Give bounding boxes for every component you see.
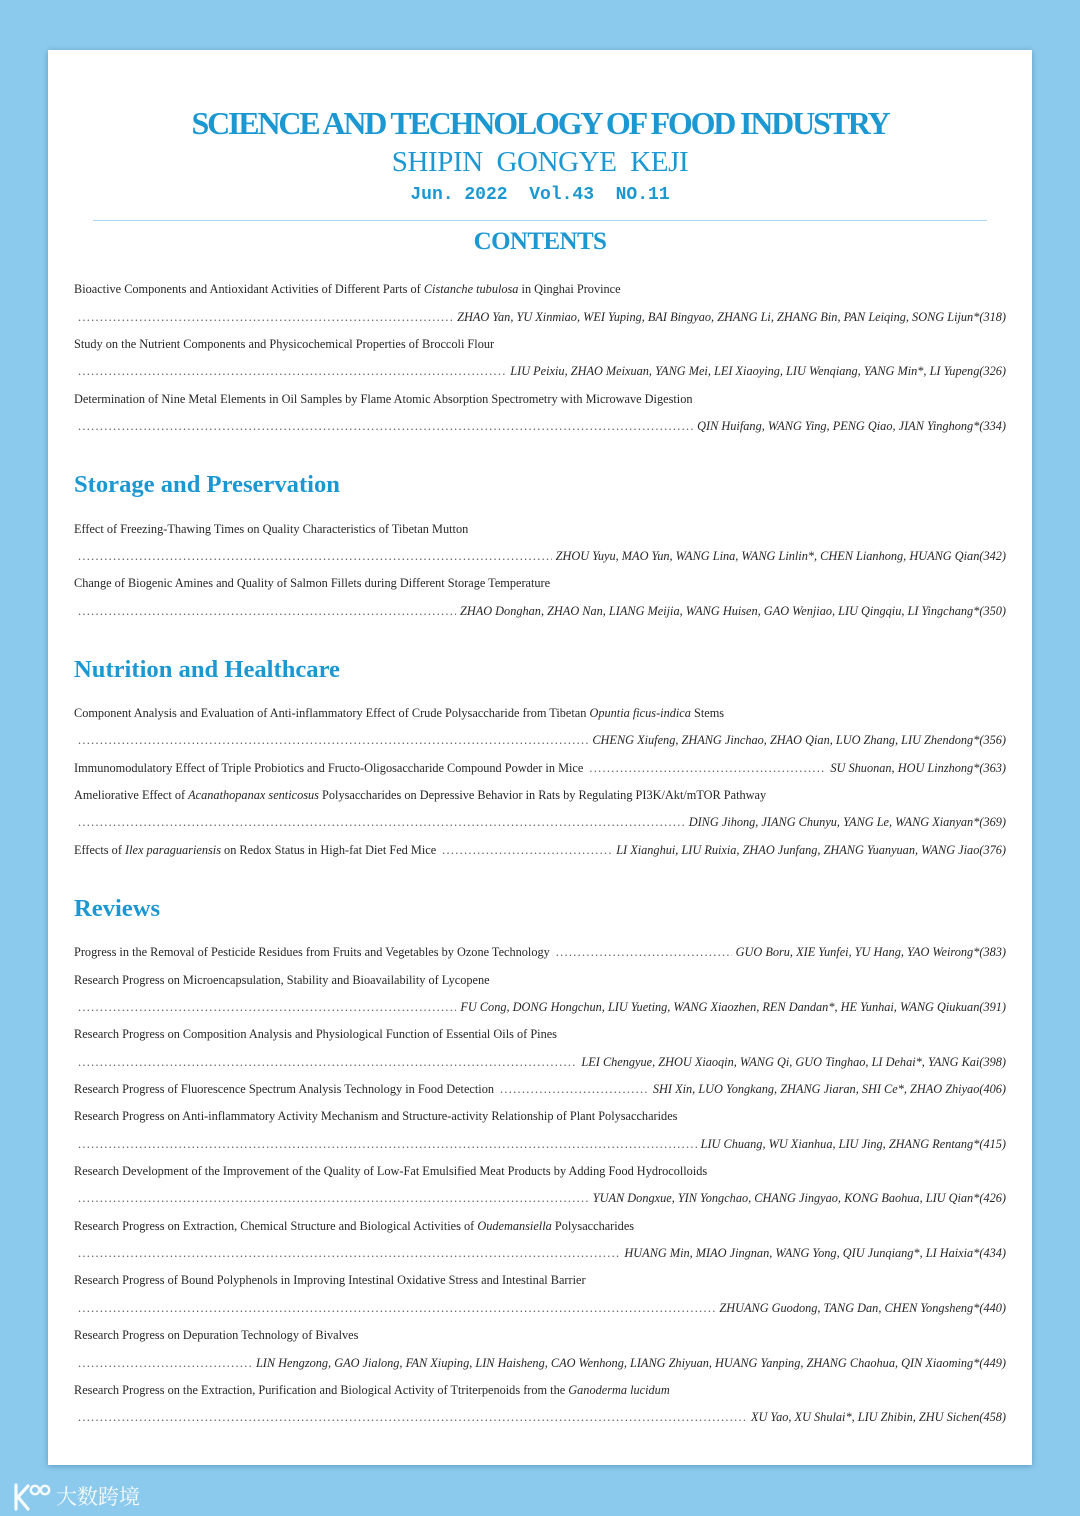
entry-page-number: (383) [979,945,1006,960]
entry-page-number: (318) [979,309,1006,324]
toc-entry [74,967,1006,1022]
toc-section [74,276,1006,440]
entry-authors: LIU Chuang, WU Xianhua, LIU Jing, ZHANG Rentang* [700,1136,980,1151]
entry-authors: ZHAO Donghan, ZHAO Nan, LIANG Meijia, WANG Huisen, GAO Wenjiao, LIU Qingqiu, LI Yingchang* [459,603,980,618]
entry-title-line [74,1021,1006,1048]
entry-authors: LIU Peixiu, ZHAO Meixuan, YANG Mei, LEI Xiaoying, LIU Wenqiang, YANG Min*, LI Yupeng [510,364,980,379]
toc-section [74,893,1006,1432]
entry-page-number: (406) [979,1082,1006,1097]
entry-page-number: (415) [979,1136,1006,1151]
entry-title-line [74,967,1006,994]
entry-line [74,837,1006,864]
entry-title-line [74,700,1006,727]
entry-title-line [74,516,1006,543]
entry-title-text: Component Analysis and Evaluation of Anti-inflammatory Effect of Crude Polysaccharide from Tibetan [74,706,590,721]
entry-authors: SHI Xin, LUO Yongkang, ZHANG Jiaran, SHI Ce*, ZHAO Zhiyao [652,1082,980,1097]
entry-page-number: (440) [979,1300,1006,1315]
entry-title [74,782,766,809]
entry-title-text: Research Progress on Microencapsulation, Stability and Bioavailability of Lycopene [74,972,490,987]
entry-page-number: (426) [979,1191,1006,1206]
entry-authors: QIN Huifang, WANG Ying, PENG Qiao, JIAN Yinghong* [697,419,980,434]
entry-author-line [74,1240,1006,1267]
entry-title [74,1377,670,1404]
entry-author-line [74,727,1006,754]
toc-entry [74,1213,1006,1268]
section-heading: Reviews [74,895,161,923]
entry-author-line [74,1295,1006,1322]
dot-leader [78,1404,747,1431]
entry-title-line [74,1158,1006,1185]
entry-title [74,570,550,597]
toc-entry [74,1076,1006,1103]
toc-entry [74,516,1006,571]
entry-title-line [74,331,1006,358]
toc-entry [74,782,1006,837]
entry-line [74,1076,1006,1103]
toc-entry [74,276,1006,331]
section-heading: Storage and Preservation [74,471,340,499]
entry-title [74,1076,494,1103]
entry-title-text: Immunomodulatory Effect of Triple Probiotics and Fructo-Oligosaccharide Compound Powder in Mice [74,760,584,775]
dot-leader [78,994,456,1021]
dot-leader [589,755,826,782]
dot-leader [78,598,456,625]
entry-authors: XU Yao, XU Shulai*, LIU Zhibin, ZHU Sichen [750,1410,980,1425]
entry-authors: ZHOU Yuyu, MAO Yun, WANG Lina, WANG Linlin*, CHEN Lianhong, HUANG Qian [555,548,980,563]
entry-title-italic-term: Ganoderma lucidum [568,1382,670,1397]
dot-leader [78,1049,577,1076]
entry-authors: DING Jihong, JIANG Chunyu, YANG Le, WANG Xianyan* [688,815,980,830]
toc-entry [74,755,1006,782]
entry-title-text: on Redox Status in High-fat Diet Fed Mice [220,842,437,857]
entry-page-number: (376) [979,842,1006,857]
entry-author-line [74,1185,1006,1212]
entry-author-line [74,304,1006,331]
entry-title-line [74,1322,1006,1349]
toc-section [74,654,1006,864]
dot-leader [78,1295,715,1322]
dot-leader [442,837,612,864]
entry-page-number: (356) [979,733,1006,748]
entry-author-line [74,809,1006,836]
entry-page-number: (334) [979,419,1006,434]
contents-heading: CONTENTS [473,228,607,255]
toc-entry [74,939,1006,966]
entry-author-line [74,1350,1006,1377]
entry-title-line [74,386,1006,413]
table-of-contents [74,276,1006,1431]
entry-title [74,331,494,358]
entry-page-number: (369) [979,815,1006,830]
entry-title [74,386,693,413]
entry-authors: GUO Boru, XIE Yunfei, YU Hang, YAO Weirong* [735,945,980,960]
watermark [10,1481,140,1513]
dot-leader [556,939,732,966]
entry-line [74,939,1006,966]
entry-authors: HUANG Min, MIAO Jingnan, WANG Yong, QIU Junqiang*, LI Haixia* [624,1246,980,1261]
entry-title [74,276,621,303]
entry-title-text: Research Progress on Depuration Technology of Bivalves [74,1328,359,1343]
entry-page-number: (458) [979,1410,1006,1425]
entry-title-line [74,1267,1006,1294]
section-heading: Nutrition and Healthcare [74,655,340,683]
entry-authors: SU Shuonan, HOU Linzhong* [830,760,980,775]
logo-icon [10,1481,52,1513]
entry-title-line [74,570,1006,597]
entry-title-text: Research Progress of Bound Polyphenols in Improving Intestinal Oxidative Stress and Intestinal Barrier [74,1273,586,1288]
dot-leader [78,1350,252,1377]
entry-page-number: (391) [979,1000,1006,1015]
toc-section [74,469,1006,625]
entry-author-line [74,543,1006,570]
dot-leader [78,727,588,754]
dot-leader [78,1131,697,1158]
entry-authors: FU Cong, DONG Hongchun, LIU Yueting, WANG Xiaozhen, REN Dandan*, HE Yunhai, WANG Qiukuan [460,1000,980,1015]
entry-title-text: Stems [690,706,725,721]
watermark-text: 大数跨境 [56,1485,140,1509]
toc-entry [74,1322,1006,1377]
dot-leader [78,1240,620,1267]
entry-page-number: (434) [979,1246,1006,1261]
header-divider [93,220,987,221]
entry-title [74,516,468,543]
entry-author-line [74,1049,1006,1076]
entry-author-line [74,598,1006,625]
entry-title [74,967,490,994]
entry-title-line [74,276,1006,303]
entry-title [74,700,724,727]
toc-entry [74,1103,1006,1158]
entry-title-text: Study on the Nutrient Components and Physicochemical Properties of Broccoli Flour [74,336,495,351]
entry-title-text: Research Progress on Extraction, Chemical Structure and Biological Activities of [74,1218,478,1233]
toc-entry [74,331,1006,386]
toc-entry [74,1021,1006,1076]
entry-title-text: Research Progress of Fluorescence Spectrum Analysis Technology in Food Detection [74,1082,494,1097]
entry-authors: ZHAO Yan, YU Xinmiao, WEI Yuping, BAI Bingyao, ZHANG Li, ZHANG Bin, PAN Leiqing, SONG Lijun* [457,309,980,324]
entry-title [74,837,436,864]
entry-title-text: Research Development of the Improvement of the Quality of Low-Fat Emulsified Meat Products by Adding Food Hydrocolloids [74,1164,708,1179]
entry-authors: YUAN Dongxue, YIN Yongchao, CHANG Jingyao, KONG Baohua, LIU Qian* [592,1191,980,1206]
entry-author-line [74,358,1006,385]
entry-title [74,1267,586,1294]
entry-page-number: (350) [979,603,1006,618]
entry-author-line [74,413,1006,440]
dot-leader [78,304,453,331]
entry-page-number: (398) [979,1054,1006,1069]
entry-title-text: Effects of [74,842,125,857]
dot-leader [78,1185,589,1212]
entry-page-number: (326) [979,364,1006,379]
entry-title [74,1158,707,1185]
dot-leader [78,543,552,570]
entry-title-text: Research Progress on Composition Analysis and Physiological Function of Essential Oils of Pines [74,1027,557,1042]
entry-title-line [74,1103,1006,1130]
journal-pinyin-title: SHIPIN GONGYE KEJI [391,146,689,178]
journal-page [48,50,1032,1465]
entry-authors: CHENG Xiufeng, ZHANG Jinchao, ZHAO Qian, LUO Zhang, LIU Zhendong* [592,733,980,748]
entry-title-line [74,782,1006,809]
entry-title [74,939,550,966]
entry-page-number: (342) [979,548,1006,563]
toc-entry [74,1377,1006,1432]
toc-entry [74,1267,1006,1322]
entry-title-text: Polysaccharides on Depressive Behavior in Rats by Regulating PI3K/Akt/mTOR Pathway [318,788,767,803]
entry-title-text: Ameliorative Effect of [74,788,189,803]
entry-title-text: Progress in the Removal of Pesticide Residues from Fruits and Vegetables by Ozone Technology [74,945,550,960]
entry-page-number: (449) [979,1355,1006,1370]
dot-leader [78,413,693,440]
entry-title-text: in Qinghai Province [518,282,621,297]
toc-entry [74,837,1006,864]
entry-title-italic-term: Cistanche tubulosa [423,282,519,297]
entry-title-text: Bioactive Components and Antioxidant Activities of Different Parts of [74,282,424,297]
toc-entry [74,1158,1006,1213]
entry-title-text: Research Progress on Anti-inflammatory Activity Mechanism and Structure-activity Relationship of Plant Polysaccharides [74,1109,678,1124]
entry-authors: LI Xianghui, LIU Ruixia, ZHAO Junfang, ZHANG Yuanyuan, WANG Jiao [616,842,980,857]
entry-title-line [74,1213,1006,1240]
entry-author-line [74,1404,1006,1431]
toc-entry [74,386,1006,441]
entry-author-line [74,1131,1006,1158]
entry-title [74,1213,634,1240]
entry-title [74,1021,557,1048]
entry-title-text: Polysaccharides [551,1218,635,1233]
entry-page-number: (363) [979,760,1006,775]
toc-entry [74,570,1006,625]
entry-authors: ZHUANG Guodong, TANG Dan, CHEN Yongsheng* [719,1300,980,1315]
entry-title-italic-term: Ilex paraguariensis [125,842,221,857]
dot-leader [78,358,506,385]
issue-info: Jun. 2022 Vol.43 NO.11 [410,185,670,205]
entry-title-line [74,1377,1006,1404]
entry-title [74,1103,677,1130]
entry-title [74,1322,358,1349]
journal-title: SCIENCE AND TECHNOLOGY OF FOOD INDUSTRY [191,105,889,141]
entry-title-italic-term: Opuntia ficus-indica [589,706,691,721]
entry-title-text: Effect of Freezing-Thawing Times on Quality Characteristics of Tibetan Mutton [74,521,469,536]
entry-title-italic-term: Acanathopanax senticosus [188,788,319,803]
entry-title-text: Change of Biogenic Amines and Quality of Salmon Fillets during Different Storage Temperature [74,576,551,591]
toc-entry [74,700,1006,755]
entry-title-italic-term: Oudemansiella [477,1218,552,1233]
entry-title-text: Determination of Nine Metal Elements in Oil Samples by Flame Atomic Absorption Spectrometry with Microwave Digestion [74,391,693,406]
entry-title-text: Research Progress on the Extraction, Purification and Biological Activity of Ttriterpenoids from the [74,1382,569,1397]
entry-line [74,755,1006,782]
entry-authors: LIN Hengzong, GAO Jialong, FAN Xiuping, LIN Haisheng, CAO Wenhong, LIANG Zhiyuan, HUANG Yanping, ZHANG Chaohua, QIN Xiaoming* [255,1355,980,1370]
entry-authors: LEI Chengyue, ZHOU Xiaoqin, WANG Qi, GUO Tinghao, LI Dehai*, YANG Kai [581,1054,980,1069]
entry-author-line [74,994,1006,1021]
dot-leader [500,1076,649,1103]
dot-leader [78,809,685,836]
entry-title [74,755,583,782]
